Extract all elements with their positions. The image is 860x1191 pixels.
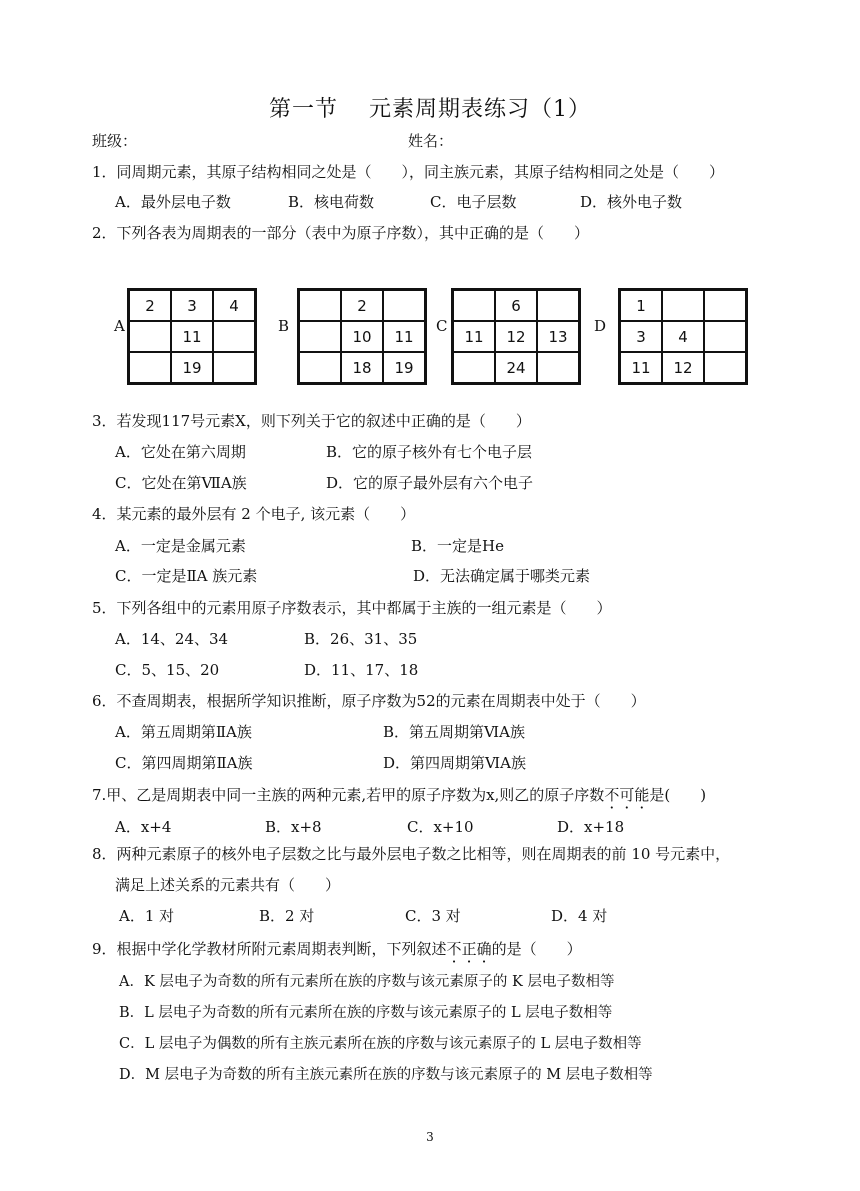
cell [129, 321, 172, 352]
question-4-stem: 4．某元素的最外层有 2 个电子, 该元素（ ） [92, 505, 416, 523]
emphasis-char: 不 [604, 786, 620, 804]
cell [453, 290, 496, 322]
emphasis-char: 能 [634, 786, 650, 804]
question-3-option-b: B．它的原子核外有七个电子层 [326, 443, 533, 461]
cell [383, 290, 426, 322]
question-9-option-c: C．L 层电子为偶数的所有主族元素所在族的序数与该元素原子的 L 层电子数相等 [119, 1036, 642, 1052]
question-3-option-a: A．它处在第六周期 [115, 443, 246, 461]
cell: 12 [662, 352, 704, 384]
cell: 3 [620, 321, 663, 352]
cell: 4 [662, 321, 704, 352]
question-5-option-c: C．5、15、20 [115, 661, 220, 679]
question-4-option-a: A．一定是金属元素 [115, 537, 246, 555]
cell: 19 [171, 352, 213, 384]
question-3-option-d: D．它的原子最外层有六个电子 [326, 474, 534, 492]
question-7-option-c: C．x+10 [407, 818, 474, 836]
class-label: 班级： [92, 132, 138, 150]
question-1-option-b: B．核电荷数 [288, 193, 375, 211]
question-8-option-a: A．1 对 [119, 907, 175, 925]
question-8-option-c: C．3 对 [405, 907, 461, 925]
cell [704, 321, 747, 352]
question-7-stem-end: 是( ) [649, 786, 707, 804]
cell: 13 [537, 321, 580, 352]
question-7-option-b: B．x+8 [265, 818, 322, 836]
table-c-label: C [436, 317, 448, 335]
question-1-stem: 1．同周期元素，其原子结构相同之处是（ ），同主族元素，其原子结构相同之处是（ ） [92, 163, 725, 181]
periodic-table-fragment-b [297, 288, 427, 385]
page-number: 3 [426, 1130, 434, 1144]
cell [299, 352, 342, 384]
question-6-option-a: A．第五周期第ⅡA族 [115, 723, 252, 741]
cell [537, 290, 580, 322]
question-8-option-b: B．2 对 [259, 907, 315, 925]
question-5-option-b: B．26、31、35 [304, 630, 418, 648]
emphasis-char: 正 [461, 940, 477, 958]
cell: 19 [383, 352, 426, 384]
periodic-table-fragment-c [451, 288, 581, 385]
question-8-stem-line-2: 满足上述关系的元素共有（ ） [115, 876, 341, 894]
cell: 4 [213, 290, 256, 322]
cell: 11 [383, 321, 426, 352]
question-7-stem-text: 7.甲、乙是周期表中同一主族的两种元素,若甲的原子序数为x,则乙的原子序数 [92, 786, 605, 804]
cell [537, 352, 580, 384]
cell [129, 352, 172, 384]
question-8-option-d: D．4 对 [551, 907, 608, 925]
question-7-option-d: D．x+18 [557, 818, 625, 836]
cell [662, 290, 704, 322]
question-7-option-a: A．x+4 [115, 818, 172, 836]
question-6-option-c: C．第四周期第ⅡA族 [115, 754, 253, 772]
question-9-option-d: D．M 层电子为奇数的所有主族元素所在族的序数与该元素原子的 M 层电子数相等 [119, 1067, 653, 1083]
question-9-stem-text: 9．根据中学化学教材所附元素周期表判断，下列叙述 [92, 940, 447, 958]
cell: 2 [129, 290, 172, 322]
cell [213, 352, 256, 384]
question-8-stem-line-1: 8．两种元素原子的核外电子层数之比与最外层电子数之比相等，则在周期表的前 10 号元素中， [92, 845, 731, 863]
question-5-stem: 5．下列各组中的元素用原子序数表示，其中都属于主族的一组元素是（ ） [92, 599, 612, 617]
question-3-option-c: C．它处在第ⅦA族 [115, 474, 247, 492]
question-4-option-d: D．无法确定属于哪类元素 [413, 567, 591, 585]
question-1-option-d: D．核外电子数 [580, 193, 683, 211]
table-a-label: A [114, 317, 125, 335]
cell [299, 321, 342, 352]
cell [453, 352, 496, 384]
question-3-stem: 3．若发现117号元素X，则下列关于它的叙述中正确的是（ ） [92, 412, 531, 430]
cell [299, 290, 342, 322]
cell: 1 [620, 290, 663, 322]
cell [704, 352, 747, 384]
question-5-option-d: D．11、17、18 [304, 661, 419, 679]
table-b-label: B [278, 317, 290, 335]
question-7-stem [92, 784, 706, 805]
periodic-table-fragment-d [618, 288, 748, 385]
question-9-stem-end: 的是（ ） [491, 940, 582, 958]
question-1-option-a: A．最外层电子数 [115, 193, 231, 211]
question-6-stem: 6．不查周期表，根据所学知识推断，原子序数为52的元素在周期表中处于（ ） [92, 692, 646, 710]
cell: 11 [171, 321, 213, 352]
cell: 2 [341, 290, 383, 322]
cell: 3 [171, 290, 213, 322]
question-2-stem: 2．下列各表为周期表的一部分（表中为原子序数），其中正确的是（ ） [92, 224, 590, 242]
question-1-option-c: C．电子层数 [430, 193, 517, 211]
question-6-option-b: B．第五周期第ⅥA族 [383, 723, 525, 741]
question-4-option-b: B．一定是He [411, 537, 504, 555]
emphasis-char: 确 [476, 940, 492, 958]
cell: 6 [495, 290, 537, 322]
cell [213, 321, 256, 352]
cell: 10 [341, 321, 383, 352]
question-6-option-d: D．第四周期第ⅥA族 [383, 754, 526, 772]
emphasis-char: 可 [619, 786, 635, 804]
question-5-option-a: A．14、24、34 [115, 630, 229, 648]
cell [704, 290, 747, 322]
cell: 24 [495, 352, 537, 384]
cell: 11 [453, 321, 496, 352]
name-label: 姓名： [408, 132, 454, 150]
cell: 12 [495, 321, 537, 352]
emphasis-char: 不 [446, 940, 462, 958]
question-4-option-c: C．一定是ⅡA 族元素 [115, 567, 258, 585]
page-title: 第一节 元素周期表练习（1） [269, 97, 591, 122]
question-9-option-a: A．K 层电子为奇数的所有元素所在族的序数与该元素原子的 K 层电子数相等 [119, 974, 615, 990]
cell: 11 [620, 352, 663, 384]
question-9-option-b: B．L 层电子为奇数的所有元素所在族的序数与该元素原子的 L 层电子数相等 [119, 1005, 613, 1021]
cell: 18 [341, 352, 383, 384]
question-9-stem [92, 938, 582, 959]
table-d-label: D [594, 317, 607, 335]
periodic-table-fragment-a [127, 288, 257, 385]
